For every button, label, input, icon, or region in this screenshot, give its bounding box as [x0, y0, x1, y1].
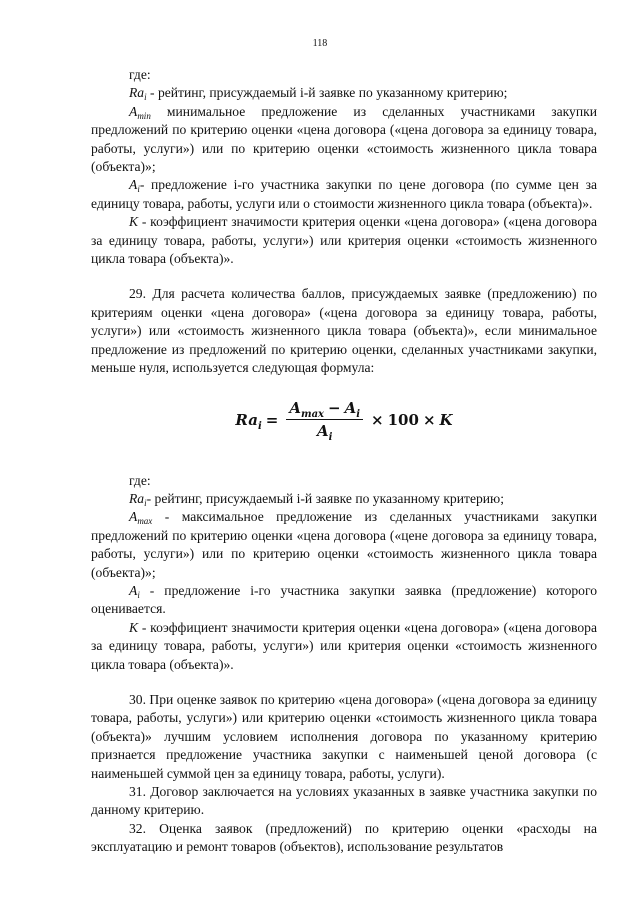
- definition-ra-2: [91, 490, 597, 508]
- definition-ai-2-text: - предложение i-го участника закупки заявка (предложение) которого оценивается.: [91, 582, 597, 617]
- formula-numerator: $A_{max} - A_i$: [286, 399, 363, 420]
- definition-ra-2-text: - рейтинг, присуждаемый i-й заявке по указанному критерию;: [146, 490, 504, 506]
- definition-ai-2: [91, 582, 597, 619]
- formula: [91, 382, 597, 458]
- formula-fraction: [286, 399, 363, 443]
- definition-amin-text: минимальное предложение из сделанных участниками закупки предложений по критерию оценки «цена договора («цена договора за единицу товара, работы, услуги») или по критерию оценки «стоимость жизненного цикла товара (объекта)»;: [91, 103, 597, 175]
- formula-times-1: ×: [371, 410, 384, 429]
- symbol-ai-2: A: [129, 582, 138, 598]
- symbol-ra-2: Ra: [129, 490, 145, 506]
- symbol-k-2: К: [129, 619, 139, 635]
- page-body: [91, 66, 597, 857]
- paragraph-32: 32. Оценка заявок (предложений) по критерию оценки «расходы на эксплуатацию и ремонт товаров (объектов), использование результатов: [91, 820, 597, 855]
- where-label: где:: [129, 67, 151, 82]
- definition-ai-text: - предложение i-го участника закупки по цене договора (по сумме цен за единицу товара, работы, услуги или о стоимости жизненного цикла товара (объекта)».: [91, 177, 597, 211]
- definition-ra: [91, 84, 597, 102]
- paragraph-29: 29. Для расчета количества баллов, присуждаемых заявке (предложению) по критериям оценки «цена договора» («цена договора за единицу товара, работы, услуги») или «стоимость жизненного цикла товара (объекта)», если минимальное предложение из предложений по критерию оценки, сделанных участниками закупки, меньше нуля, используется следующая формула:: [91, 286, 597, 376]
- formula-times-2: ×: [422, 410, 436, 429]
- symbol-amin-sub: min: [137, 110, 151, 121]
- formula-denominator: $A_i$: [316, 422, 333, 443]
- symbol-ra-sub: i: [144, 92, 147, 103]
- paragraph-30: 30. При оценке заявок по критерию «цена договора» («цена договора за единицу товара, работы, услуги») или критерию оценки «стоимость жизненного цикла товара (объекта)» лучшим условием исполнения договора по указанному критерию признается предложение участника закупки с наименьшей ценой договора (с наименьшей суммой цен за единицу товара, работы, услуги).: [91, 691, 597, 781]
- symbol-amin: A: [129, 103, 138, 119]
- formula-equals: =: [265, 410, 279, 429]
- symbol-ai-2-sub: i: [137, 589, 140, 600]
- paragraph-31: 31. Договор заключается на условиях указанных в заявке участника закупки по данному критерию.: [91, 784, 597, 818]
- formula-hundred: 100: [387, 410, 419, 429]
- definition-amax-text: - максимальное предложение из сделанных участниками закупки предложений по критерию оценки «цена договора («цене договора за единицу товара, работы, услуги») или по критерию оценки «стоимость жизненного цикла товара (объекта)»;: [91, 509, 597, 580]
- definition-k-text: - коэффициент значимости критерия оценки «цена договора» («цена договора за единицу товара, работы, услуги») или критерия оценки «стоимость жизненного цикла товара (объекта)».: [91, 214, 597, 267]
- formula-lhs: $Ra_i$: [235, 410, 262, 432]
- symbol-ra-2-sub: i: [144, 497, 147, 508]
- definition-amin: [91, 103, 597, 177]
- symbol-k: К: [129, 214, 139, 230]
- symbol-ra: Ra: [129, 85, 145, 101]
- definition-ra-text: - рейтинг, присуждаемый i-й заявке по указанному критерию;: [146, 85, 508, 101]
- definition-k: [91, 213, 597, 268]
- definition-ai: [91, 176, 597, 213]
- definition-amax: [91, 508, 597, 582]
- symbol-ai: A: [129, 177, 138, 193]
- symbol-amax-sub: max: [137, 516, 153, 527]
- definition-k-2: [91, 619, 597, 674]
- symbol-amax: A: [129, 509, 138, 525]
- definition-k-2-text: - коэффициент значимости критерия оценки «цена договора» («цена договора за единицу товара, работы, услуги») или критерия оценки «стоимость жизненного цикла товара (объекта)».: [91, 619, 597, 672]
- formula-k: K: [439, 410, 453, 429]
- page-number: 118: [312, 38, 328, 49]
- where-label-2: где:: [129, 472, 151, 488]
- symbol-ai-sub: i: [137, 184, 140, 195]
